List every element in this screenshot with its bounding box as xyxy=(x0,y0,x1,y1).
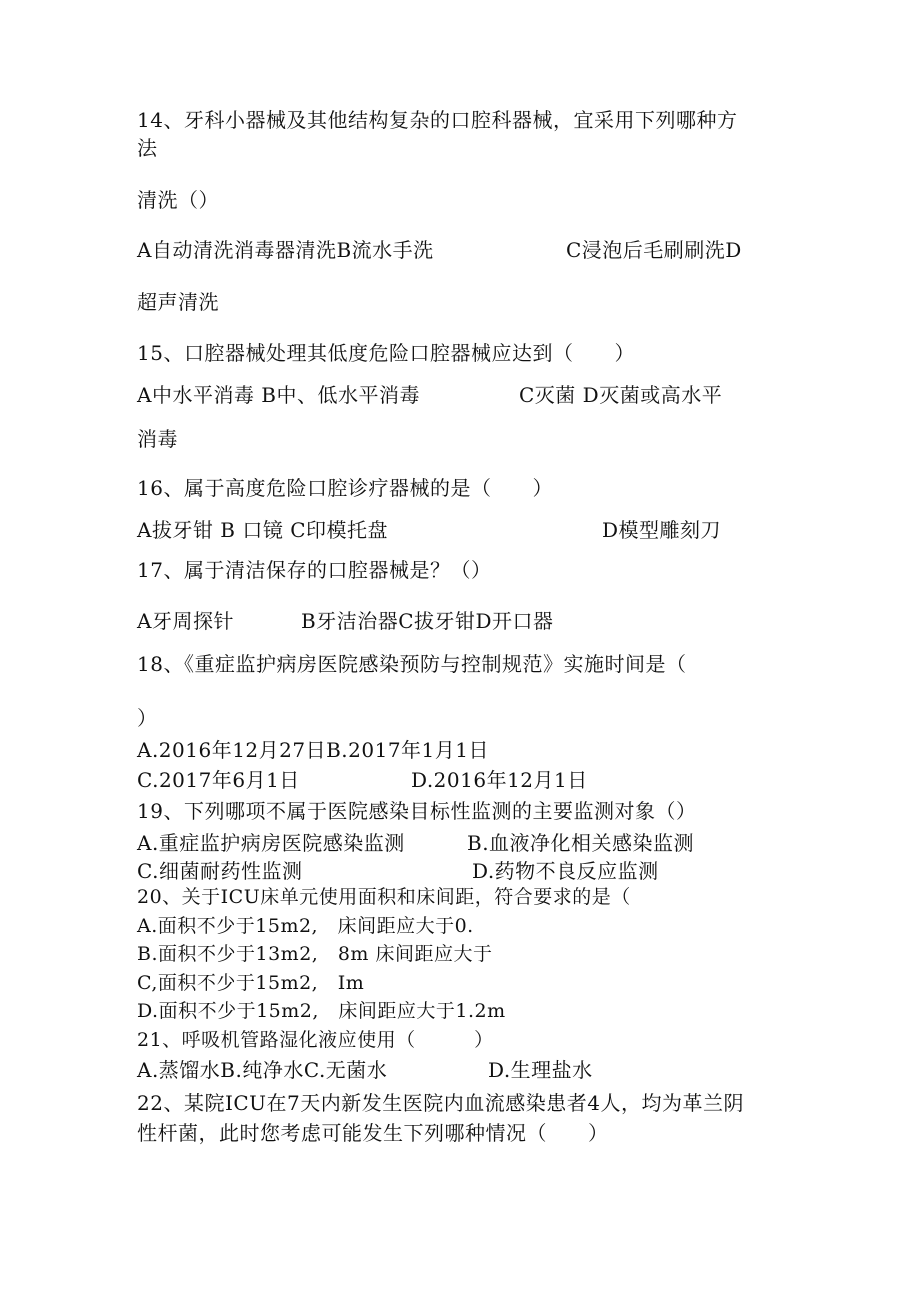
q22-stem-line2: 性杆菌，此时您考虑可能发生下列哪种情况（ ） xyxy=(137,1121,609,1145)
q18-option-d: D.2016年12月1日 xyxy=(411,768,588,792)
q14-stem-line3: 清洗（） xyxy=(137,188,219,212)
q18-options-ab: A.2016年12月27日B.2017年1月1日 xyxy=(137,738,489,762)
q19-option-c: C.细菌耐药性监测 xyxy=(137,859,303,883)
q22-stem-line1: 22、某院ICU在7天内新发生医院内血流感染患者4人，均为革兰阴 xyxy=(137,1091,744,1115)
q15-options-ab: A中水平消毒 B中、低水平消毒 xyxy=(137,383,420,407)
q14-stem-line1: 14、牙科小器械及其他结构复杂的口腔科器械，宜采用下列哪种方 xyxy=(137,108,738,132)
q20-option-b: B.面积不少于13m2, 8m 床间距应大于 xyxy=(137,943,493,965)
q20-option-d: D.面积不少于15m2, 床间距应大于1.2m xyxy=(137,1000,506,1022)
q21-option-d: D.生理盐水 xyxy=(488,1058,593,1082)
q20-option-c: C,面积不少于15m2, Im xyxy=(137,972,365,994)
q20-option-a: A.面积不少于15m2, 床间距应大于0. xyxy=(137,915,474,937)
q16-options-abc: A拔牙钳 B 口镜 C印模托盘 xyxy=(137,518,389,542)
q15-options-cd: C灭菌 D灭菌或高水平 xyxy=(519,383,723,407)
q17-stem: 17、属于清洁保存的口腔器械是？（） xyxy=(137,558,492,582)
q14-stem-line2: 法 xyxy=(137,136,158,160)
q20-stem: 20、关于ICU床单元使用面积和床间距，符合要求的是（ xyxy=(137,886,631,908)
q19-option-d: D.药物不良反应监测 xyxy=(472,859,659,883)
q19-option-b: B.血液净化相关感染监测 xyxy=(467,831,695,855)
q21-options-abc: A.蒸馏水B.纯净水C.无菌水 xyxy=(137,1058,388,1082)
q19-option-a: A.重症监护病房医院感染监测 xyxy=(137,831,405,855)
q21-stem: 21、呼吸机管路湿化液应使用（ ） xyxy=(137,1029,494,1051)
q18-stem: 18、《重症监护病房医院感染预防与控制规范》实施时间是（ xyxy=(137,652,687,676)
q16-stem: 16、属于高度危险口腔诊疗器械的是（ ） xyxy=(137,476,553,500)
q15-option-d-cont: 消毒 xyxy=(137,427,178,451)
q14-options-cd: C浸泡后毛刷刷洗D xyxy=(566,238,742,262)
q14-option-d-cont: 超声清洗 xyxy=(137,290,219,314)
q16-option-d: D模型雕刻刀 xyxy=(602,518,722,542)
q17-option-a: A牙周探针 xyxy=(137,609,234,633)
q17-options-bcd: B牙洁治器C拔牙钳D开口器 xyxy=(301,609,554,633)
q15-stem: 15、口腔器械处理其低度危险口腔器械应达到（ ） xyxy=(137,341,635,365)
q14-options-ab: A自动清洗消毒器清洗B流水手洗 xyxy=(137,238,434,262)
q18-stem-close: ） xyxy=(137,706,158,730)
q19-stem: 19、下列哪项不属于医院感染目标性监测的主要监测对象（） xyxy=(137,799,697,823)
q18-option-c: C.2017年6月1日 xyxy=(137,768,300,792)
